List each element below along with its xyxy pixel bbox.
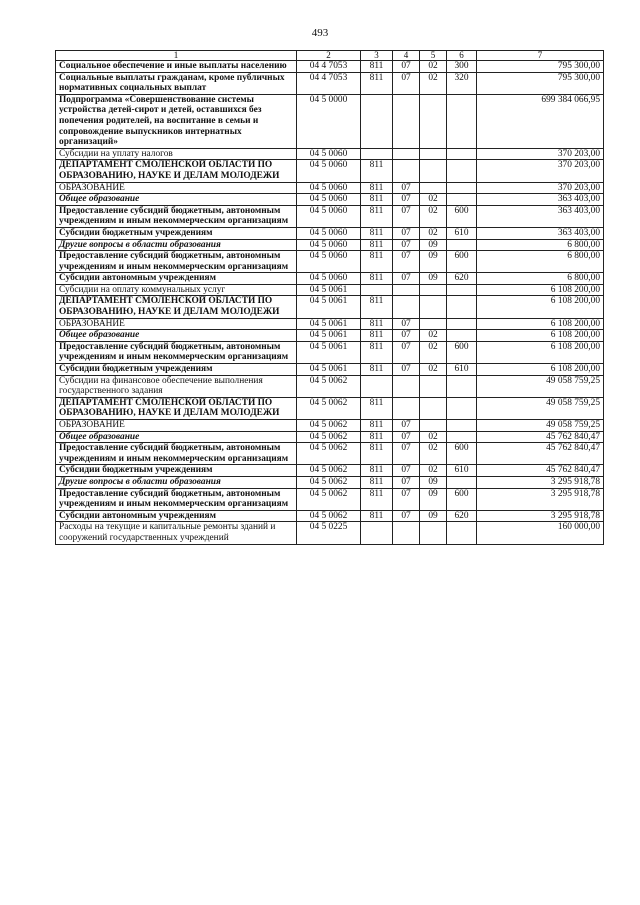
item-name-cell: ДЕПАРТАМЕНТ СМОЛЕНСКОЙ ОБЛАСТИ ПО ОБРАЗОВАНИЮ, НАУКЕ И ДЕЛАМ МОЛОДЕЖИ xyxy=(56,397,297,419)
target-code-cell: 04 5 0061 xyxy=(297,296,361,318)
amount-cell: 49 058 759,25 xyxy=(477,420,604,432)
subsection-code-cell: 02 xyxy=(420,330,447,342)
table-row xyxy=(56,431,604,443)
item-name-cell: Общее образование xyxy=(56,431,297,443)
table-row xyxy=(56,341,604,363)
item-name-cell: ОБРАЗОВАНИЕ xyxy=(56,420,297,432)
subsection-code-cell: 09 xyxy=(420,273,447,285)
table-row xyxy=(56,330,604,342)
org-code-cell xyxy=(361,148,393,160)
expense-type-code-cell: 610 xyxy=(447,227,477,239)
section-code-cell: 07 xyxy=(393,194,420,206)
header-cell: 6 xyxy=(447,51,477,61)
amount-cell: 699 384 066,95 xyxy=(477,94,604,148)
table-row xyxy=(56,488,604,510)
org-code-cell: 811 xyxy=(361,476,393,488)
subsection-code-cell: 09 xyxy=(420,488,447,510)
target-code-cell: 04 5 0060 xyxy=(297,160,361,182)
item-name-cell: Социальное обеспечение и иные выплаты населению xyxy=(56,61,297,73)
table-row xyxy=(56,465,604,477)
amount-cell: 6 108 200,00 xyxy=(477,296,604,318)
table-row xyxy=(56,94,604,148)
target-code-cell: 04 5 0062 xyxy=(297,420,361,432)
org-code-cell: 811 xyxy=(361,510,393,522)
org-code-cell: 811 xyxy=(361,61,393,73)
subsection-code-cell: 09 xyxy=(420,476,447,488)
target-code-cell: 04 5 0062 xyxy=(297,465,361,477)
target-code-cell: 04 5 0060 xyxy=(297,148,361,160)
amount-cell: 363 403,00 xyxy=(477,205,604,227)
subsection-code-cell: 09 xyxy=(420,239,447,251)
expense-type-code-cell xyxy=(447,160,477,182)
section-code-cell: 07 xyxy=(393,205,420,227)
section-code-cell xyxy=(393,284,420,296)
target-code-cell: 04 5 0062 xyxy=(297,488,361,510)
org-code-cell: 811 xyxy=(361,397,393,419)
target-code-cell: 04 4 7053 xyxy=(297,61,361,73)
org-code-cell: 811 xyxy=(361,194,393,206)
amount-cell: 49 058 759,25 xyxy=(477,397,604,419)
section-code-cell xyxy=(393,160,420,182)
subsection-code-cell: 02 xyxy=(420,341,447,363)
expense-type-code-cell xyxy=(447,420,477,432)
subsection-code-cell xyxy=(420,284,447,296)
expense-type-code-cell: 600 xyxy=(447,205,477,227)
expense-type-code-cell: 610 xyxy=(447,364,477,376)
target-code-cell: 04 5 0060 xyxy=(297,273,361,285)
section-code-cell xyxy=(393,522,420,544)
item-name-cell: Предоставление субсидий бюджетным, автономным учреждениям и иным некоммерческим организациям xyxy=(56,443,297,465)
org-code-cell: 811 xyxy=(361,318,393,330)
table-row xyxy=(56,148,604,160)
subsection-code-cell: 09 xyxy=(420,251,447,273)
item-name-cell: Общее образование xyxy=(56,194,297,206)
expense-type-code-cell xyxy=(447,194,477,206)
expense-type-code-cell xyxy=(447,318,477,330)
header-cell: 4 xyxy=(393,51,420,61)
target-code-cell: 04 5 0061 xyxy=(297,330,361,342)
item-name-cell: Социальные выплаты гражданам, кроме публичных нормативных социальных выплат xyxy=(56,72,297,94)
item-name-cell: Предоставление субсидий бюджетным, автономным учреждениям и иным некоммерческим организациям xyxy=(56,488,297,510)
expense-type-code-cell xyxy=(447,476,477,488)
amount-cell: 6 800,00 xyxy=(477,239,604,251)
section-code-cell: 07 xyxy=(393,420,420,432)
target-code-cell: 04 5 0062 xyxy=(297,397,361,419)
item-name-cell: Предоставление субсидий бюджетным, автономным учреждениям и иным некоммерческим организациям xyxy=(56,341,297,363)
section-code-cell xyxy=(393,94,420,148)
amount-cell: 363 403,00 xyxy=(477,194,604,206)
org-code-cell xyxy=(361,375,393,397)
amount-cell: 3 295 918,78 xyxy=(477,476,604,488)
table-row xyxy=(56,364,604,376)
header-cell: 3 xyxy=(361,51,393,61)
item-name-cell: Субсидии на финансовое обеспечение выполнения государственного задания xyxy=(56,375,297,397)
org-code-cell: 811 xyxy=(361,330,393,342)
table-header-row xyxy=(56,51,604,61)
subsection-code-cell xyxy=(420,420,447,432)
expense-type-code-cell xyxy=(447,182,477,194)
item-name-cell: Предоставление субсидий бюджетным, автономным учреждениям и иным некоммерческим организациям xyxy=(56,251,297,273)
section-code-cell xyxy=(393,148,420,160)
section-code-cell: 07 xyxy=(393,465,420,477)
table-row xyxy=(56,273,604,285)
item-name-cell: ОБРАЗОВАНИЕ xyxy=(56,318,297,330)
expense-type-code-cell: 600 xyxy=(447,443,477,465)
expense-type-code-cell: 300 xyxy=(447,61,477,73)
amount-cell: 795 300,00 xyxy=(477,72,604,94)
target-code-cell: 04 4 7053 xyxy=(297,72,361,94)
subsection-code-cell: 02 xyxy=(420,61,447,73)
section-code-cell xyxy=(393,296,420,318)
section-code-cell: 07 xyxy=(393,227,420,239)
table-row xyxy=(56,476,604,488)
amount-cell: 45 762 840,47 xyxy=(477,465,604,477)
section-code-cell xyxy=(393,397,420,419)
amount-cell: 6 108 200,00 xyxy=(477,364,604,376)
table-row xyxy=(56,160,604,182)
subsection-code-cell: 02 xyxy=(420,227,447,239)
section-code-cell: 07 xyxy=(393,476,420,488)
header-cell: 7 xyxy=(477,51,604,61)
item-name-cell: Расходы на текущие и капитальные ремонты зданий и сооружений государственных учреждений xyxy=(56,522,297,544)
target-code-cell: 04 5 0060 xyxy=(297,227,361,239)
expense-type-code-cell: 620 xyxy=(447,510,477,522)
item-name-cell: Субсидии на уплату налогов xyxy=(56,148,297,160)
table-row xyxy=(56,194,604,206)
org-code-cell: 811 xyxy=(361,227,393,239)
amount-cell: 160 000,00 xyxy=(477,522,604,544)
table-row xyxy=(56,251,604,273)
amount-cell: 370 203,00 xyxy=(477,148,604,160)
expense-type-code-cell xyxy=(447,94,477,148)
item-name-cell: Другие вопросы в области образования xyxy=(56,476,297,488)
org-code-cell: 811 xyxy=(361,296,393,318)
item-name-cell: Субсидии бюджетным учреждениям xyxy=(56,364,297,376)
subsection-code-cell: 02 xyxy=(420,431,447,443)
subsection-code-cell xyxy=(420,148,447,160)
section-code-cell: 07 xyxy=(393,239,420,251)
table-row xyxy=(56,522,604,544)
amount-cell: 45 762 840,47 xyxy=(477,443,604,465)
section-code-cell: 07 xyxy=(393,443,420,465)
expense-type-code-cell: 620 xyxy=(447,273,477,285)
org-code-cell: 811 xyxy=(361,182,393,194)
item-name-cell: Предоставление субсидий бюджетным, автономным учреждениям и иным некоммерческим организациям xyxy=(56,205,297,227)
org-code-cell: 811 xyxy=(361,72,393,94)
item-name-cell: Другие вопросы в области образования xyxy=(56,239,297,251)
subsection-code-cell xyxy=(420,160,447,182)
amount-cell: 795 300,00 xyxy=(477,61,604,73)
amount-cell: 6 800,00 xyxy=(477,273,604,285)
item-name-cell: ДЕПАРТАМЕНТ СМОЛЕНСКОЙ ОБЛАСТИ ПО ОБРАЗОВАНИЮ, НАУКЕ И ДЕЛАМ МОЛОДЕЖИ xyxy=(56,160,297,182)
org-code-cell: 811 xyxy=(361,205,393,227)
section-code-cell: 07 xyxy=(393,182,420,194)
target-code-cell: 04 5 0225 xyxy=(297,522,361,544)
expense-type-code-cell: 600 xyxy=(447,251,477,273)
expense-type-code-cell: 600 xyxy=(447,341,477,363)
page-number: 493 xyxy=(311,27,329,39)
section-code-cell: 07 xyxy=(393,72,420,94)
section-code-cell: 07 xyxy=(393,488,420,510)
table-row xyxy=(56,420,604,432)
target-code-cell: 04 5 0061 xyxy=(297,318,361,330)
subsection-code-cell xyxy=(420,375,447,397)
section-code-cell: 07 xyxy=(393,364,420,376)
amount-cell: 3 295 918,78 xyxy=(477,488,604,510)
subsection-code-cell: 02 xyxy=(420,194,447,206)
target-code-cell: 04 5 0062 xyxy=(297,476,361,488)
target-code-cell: 04 5 0061 xyxy=(297,284,361,296)
org-code-cell: 811 xyxy=(361,160,393,182)
org-code-cell: 811 xyxy=(361,341,393,363)
expense-type-code-cell: 600 xyxy=(447,488,477,510)
item-name-cell: Субсидии бюджетным учреждениям xyxy=(56,227,297,239)
table-row xyxy=(56,397,604,419)
table-row xyxy=(56,284,604,296)
amount-cell: 6 800,00 xyxy=(477,251,604,273)
amount-cell: 6 108 200,00 xyxy=(477,330,604,342)
amount-cell: 45 762 840,47 xyxy=(477,431,604,443)
target-code-cell: 04 5 0061 xyxy=(297,341,361,363)
target-code-cell: 04 5 0060 xyxy=(297,194,361,206)
expense-type-code-cell xyxy=(447,239,477,251)
amount-cell: 3 295 918,78 xyxy=(477,510,604,522)
section-code-cell: 07 xyxy=(393,61,420,73)
org-code-cell: 811 xyxy=(361,465,393,477)
expense-type-code-cell xyxy=(447,330,477,342)
item-name-cell: Подпрограмма «Совершенствование системы устройства детей-сирот и детей, оставшихся без попечения родителей, на воспитание в семьи и сопровождение выпускников интернатных организаций» xyxy=(56,94,297,148)
subsection-code-cell: 09 xyxy=(420,510,447,522)
table-row xyxy=(56,205,604,227)
header-cell: 1 xyxy=(56,51,297,61)
table-row xyxy=(56,375,604,397)
target-code-cell: 04 5 0060 xyxy=(297,182,361,194)
table-row xyxy=(56,72,604,94)
amount-cell: 363 403,00 xyxy=(477,227,604,239)
subsection-code-cell: 02 xyxy=(420,364,447,376)
subsection-code-cell: 02 xyxy=(420,72,447,94)
expense-type-code-cell xyxy=(447,431,477,443)
subsection-code-cell: 02 xyxy=(420,465,447,477)
subsection-code-cell xyxy=(420,522,447,544)
org-code-cell xyxy=(361,284,393,296)
item-name-cell: Субсидии бюджетным учреждениям xyxy=(56,465,297,477)
subsection-code-cell xyxy=(420,94,447,148)
amount-cell: 6 108 200,00 xyxy=(477,284,604,296)
org-code-cell: 811 xyxy=(361,488,393,510)
target-code-cell: 04 5 0060 xyxy=(297,239,361,251)
expense-type-code-cell xyxy=(447,397,477,419)
target-code-cell: 04 5 0062 xyxy=(297,510,361,522)
subsection-code-cell xyxy=(420,318,447,330)
header-cell: 2 xyxy=(297,51,361,61)
org-code-cell: 811 xyxy=(361,251,393,273)
section-code-cell: 07 xyxy=(393,318,420,330)
item-name-cell: Субсидии автономным учреждениям xyxy=(56,273,297,285)
table-row xyxy=(56,61,604,73)
expense-type-code-cell xyxy=(447,284,477,296)
target-code-cell: 04 5 0062 xyxy=(297,375,361,397)
table-row xyxy=(56,227,604,239)
amount-cell: 6 108 200,00 xyxy=(477,318,604,330)
table-row xyxy=(56,443,604,465)
subsection-code-cell xyxy=(420,182,447,194)
target-code-cell: 04 5 0062 xyxy=(297,443,361,465)
subsection-code-cell: 02 xyxy=(420,205,447,227)
target-code-cell: 04 5 0060 xyxy=(297,205,361,227)
org-code-cell: 811 xyxy=(361,239,393,251)
org-code-cell: 811 xyxy=(361,364,393,376)
section-code-cell: 07 xyxy=(393,431,420,443)
target-code-cell: 04 5 0061 xyxy=(297,364,361,376)
target-code-cell: 04 5 0062 xyxy=(297,431,361,443)
section-code-cell: 07 xyxy=(393,510,420,522)
header-cell: 5 xyxy=(420,51,447,61)
subsection-code-cell xyxy=(420,397,447,419)
target-code-cell: 04 5 0000 xyxy=(297,94,361,148)
item-name-cell: Субсидии на оплату коммунальных услуг xyxy=(56,284,297,296)
item-name-cell: ОБРАЗОВАНИЕ xyxy=(56,182,297,194)
section-code-cell: 07 xyxy=(393,330,420,342)
org-code-cell xyxy=(361,522,393,544)
amount-cell: 370 203,00 xyxy=(477,182,604,194)
org-code-cell: 811 xyxy=(361,431,393,443)
budget-table xyxy=(55,50,604,545)
expense-type-code-cell xyxy=(447,296,477,318)
table-row xyxy=(56,510,604,522)
table-row xyxy=(56,182,604,194)
expense-type-code-cell: 610 xyxy=(447,465,477,477)
expense-type-code-cell xyxy=(447,522,477,544)
item-name-cell: ДЕПАРТАМЕНТ СМОЛЕНСКОЙ ОБЛАСТИ ПО ОБРАЗОВАНИЮ, НАУКЕ И ДЕЛАМ МОЛОДЕЖИ xyxy=(56,296,297,318)
org-code-cell: 811 xyxy=(361,443,393,465)
section-code-cell: 07 xyxy=(393,251,420,273)
org-code-cell xyxy=(361,94,393,148)
amount-cell: 370 203,00 xyxy=(477,160,604,182)
subsection-code-cell: 02 xyxy=(420,443,447,465)
item-name-cell: Субсидии автономным учреждениям xyxy=(56,510,297,522)
org-code-cell: 811 xyxy=(361,273,393,285)
amount-cell: 6 108 200,00 xyxy=(477,341,604,363)
section-code-cell: 07 xyxy=(393,273,420,285)
org-code-cell: 811 xyxy=(361,420,393,432)
table-row xyxy=(56,318,604,330)
amount-cell: 49 058 759,25 xyxy=(477,375,604,397)
expense-type-code-cell xyxy=(447,148,477,160)
item-name-cell: Общее образование xyxy=(56,330,297,342)
section-code-cell xyxy=(393,375,420,397)
section-code-cell: 07 xyxy=(393,341,420,363)
table-row xyxy=(56,239,604,251)
expense-type-code-cell xyxy=(447,375,477,397)
expense-type-code-cell: 320 xyxy=(447,72,477,94)
subsection-code-cell xyxy=(420,296,447,318)
target-code-cell: 04 5 0060 xyxy=(297,251,361,273)
table-row xyxy=(56,296,604,318)
